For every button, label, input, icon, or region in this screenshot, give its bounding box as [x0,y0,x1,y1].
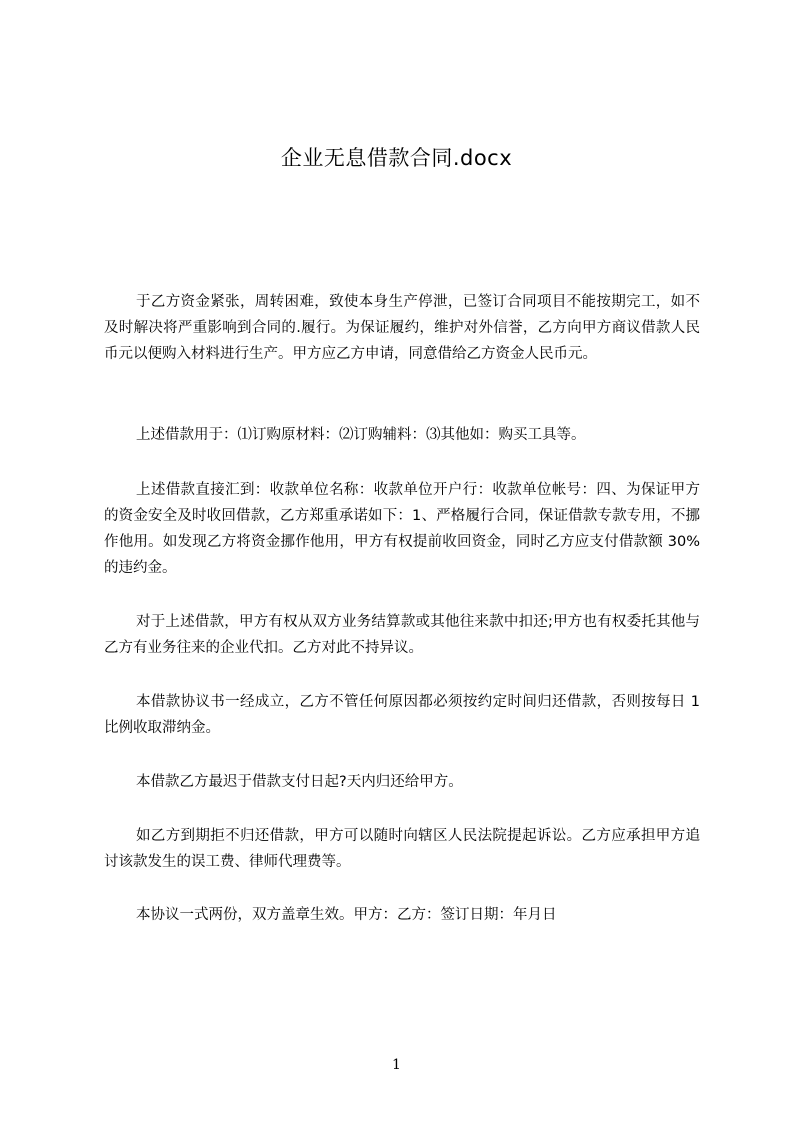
page-number: 1 [392,1057,401,1073]
document-title: 企业无息借款合同.docx [280,146,513,170]
paragraph-late-fee: 本借款协议书一经成立，乙方不管任何原因都必须按约定时间归还借款，否则按每日 1 比例收取滞纳金。 [104,694,700,736]
paragraph-deduction-rights: 对于上述借款，甲方有权从双方业务结算款或其他往来款中扣还;甲方也有权委托其他与乙方有业务往来的企业代扣。乙方对此不持异议。 [104,614,700,656]
paragraph-remittance-commitment: 上述借款直接汇到：收款单位名称：收款单位开户行：收款单位帐号：四、为保证甲方的资金安全及时收回借款，乙方郑重承诺如下：1、严格履行合同，保证借款专款专用，不挪作他用。如发现乙方将资金挪作他用，甲方有权提前收回资金，同时乙方应支付借款额 30%的违约金。 [104,482,700,576]
paragraph-repayment-deadline: 本借款乙方最迟于借款支付日起?天内归还给甲方。 [136,774,463,790]
paragraph-funding-need: 于乙方资金紧张，周转困难，致使本身生产停泄，已签订合同项目不能按期完工，如不及时解决将严重影响到合同的.履行。为保证履约，维护对外信誉，乙方向甲方商议借款人民币元以便购入材料进行生产。甲方应乙方申请，同意借给乙方资金人民币元。 [104,294,700,362]
paragraph-signatures: 本协议一式两份，双方盖章生效。甲方：乙方：签订日期：年月日 [136,907,557,923]
paragraph-loan-purpose: 上述借款用于：⑴订购原材料：⑵订购辅料：⑶其他如：购买工具等。 [136,427,586,443]
paragraph-litigation: 如乙方到期拒不归还借款，甲方可以随时向辖区人民法院提起诉讼。乙方应承担甲方追讨该款发生的误工费、律师代理费等。 [104,828,700,870]
